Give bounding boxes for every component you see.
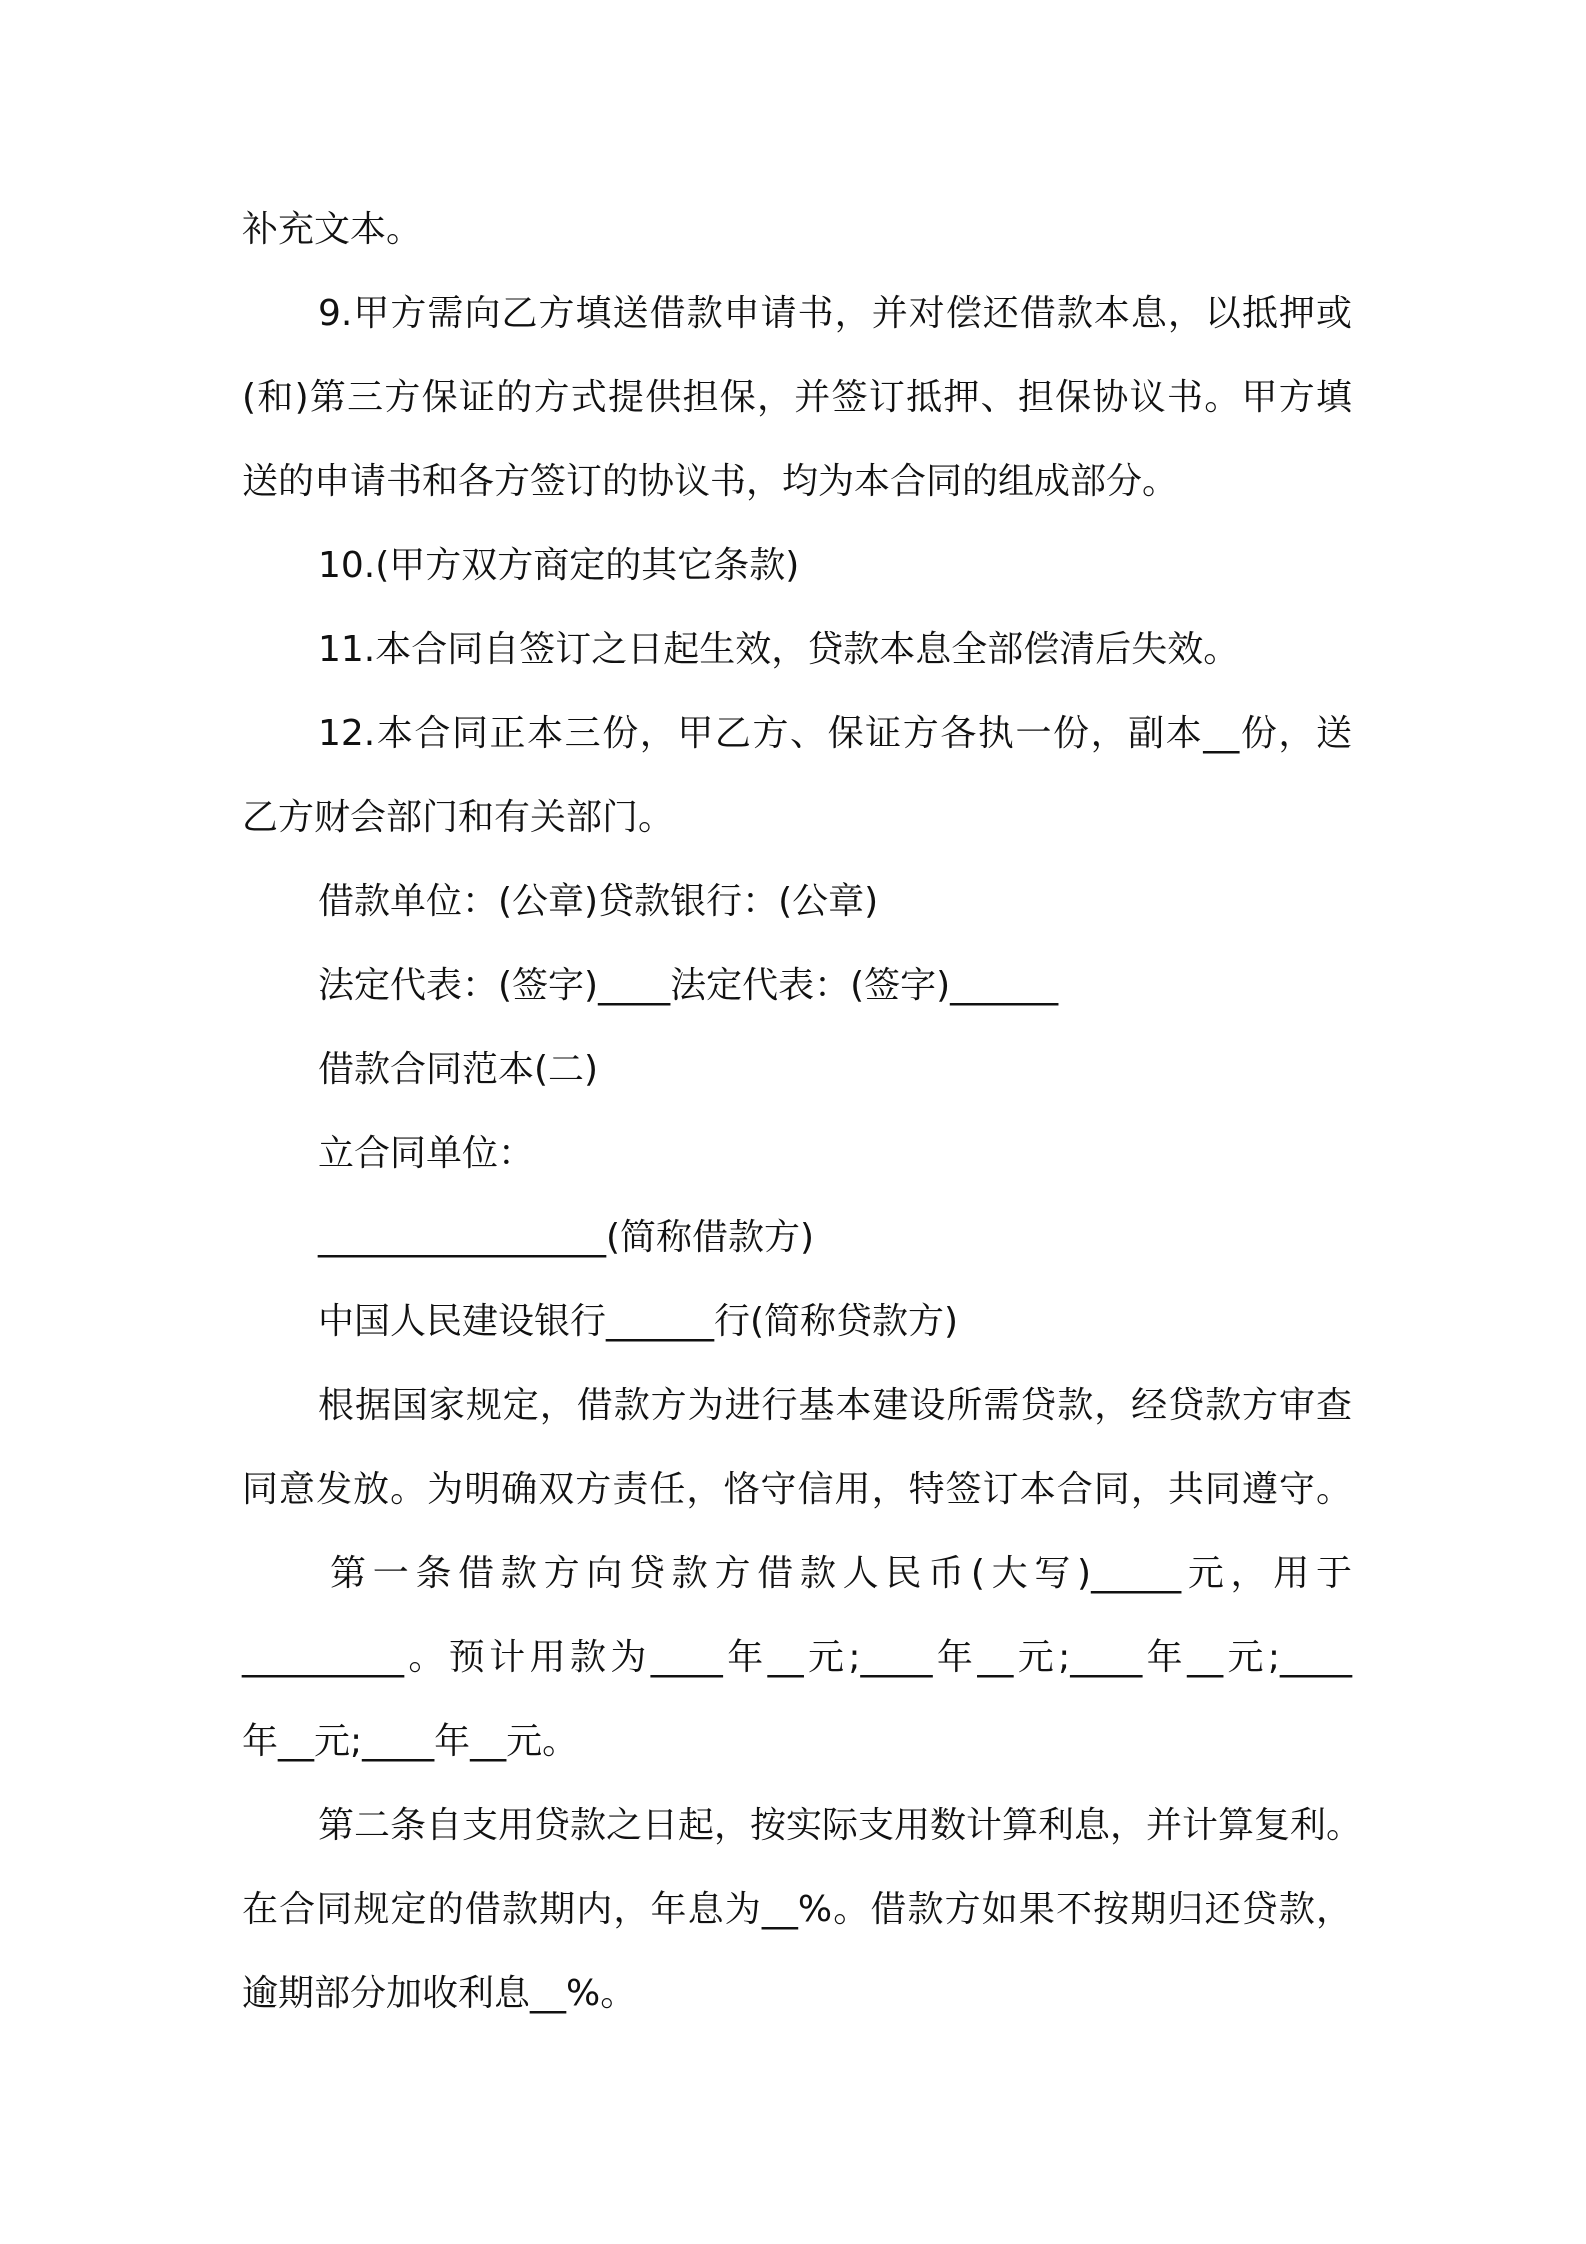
paragraph-line: 11.本合同自签订之日起生效，贷款本息全部偿清后失效。 xyxy=(318,629,1240,670)
paragraph-line: 同意发放。为明确双方责任，恪守信用，特签订本合同，共同遵守。 xyxy=(242,1469,1352,1510)
paragraph-line: 年__元;____年__元。 xyxy=(242,1721,579,1762)
paragraph-line: 第一条借款方向贷款方借款人民币(大写)_____元，用于 xyxy=(330,1553,1352,1594)
paragraph-line: 根据国家规定，借款方为进行基本建设所需贷款，经贷款方审查 xyxy=(318,1385,1352,1426)
section-title: 借款合同范本(二) xyxy=(318,1049,599,1090)
paragraph-line: 补充文本。 xyxy=(242,209,423,250)
paragraph-line: 立合同单位： xyxy=(318,1133,535,1174)
paragraph-line: 送的申请书和各方签订的协议书，均为本合同的组成部分。 xyxy=(242,461,1179,502)
paragraph-line: 中国人民建设银行______行(简称贷款方) xyxy=(318,1301,959,1342)
paragraph-line: 在合同规定的借款期内，年息为__%。借款方如果不按期归还贷款， xyxy=(242,1889,1352,1930)
paragraph-line: 逾期部分加收利息__%。 xyxy=(242,1973,637,2014)
paragraph-line: 10.(甲方双方商定的其它条款) xyxy=(318,545,800,586)
signature-line: 借款单位：(公章)贷款银行：(公章) xyxy=(318,881,879,922)
paragraph-line: ________________(简称借款方) xyxy=(318,1217,815,1258)
signature-line: 法定代表：(签字)____法定代表：(签字)______ xyxy=(318,965,1059,1006)
paragraph-line: (和)第三方保证的方式提供担保，并签订抵押、担保协议书。甲方填 xyxy=(242,377,1352,418)
paragraph-line: 12.本合同正本三份，甲乙方、保证方各执一份，副本__份，送 xyxy=(318,713,1352,754)
paragraph-line: 乙方财会部门和有关部门。 xyxy=(242,797,675,838)
paragraph-line: _________。预计用款为____年__元;____年__元;____年__元;____ xyxy=(242,1637,1352,1678)
paragraph-line: 9.甲方需向乙方填送借款申请书，并对偿还借款本息，以抵押或 xyxy=(318,293,1352,334)
paragraph-line: 第二条自支用贷款之日起，按实际支用数计算利息，并计算复利。 xyxy=(318,1805,1363,1846)
